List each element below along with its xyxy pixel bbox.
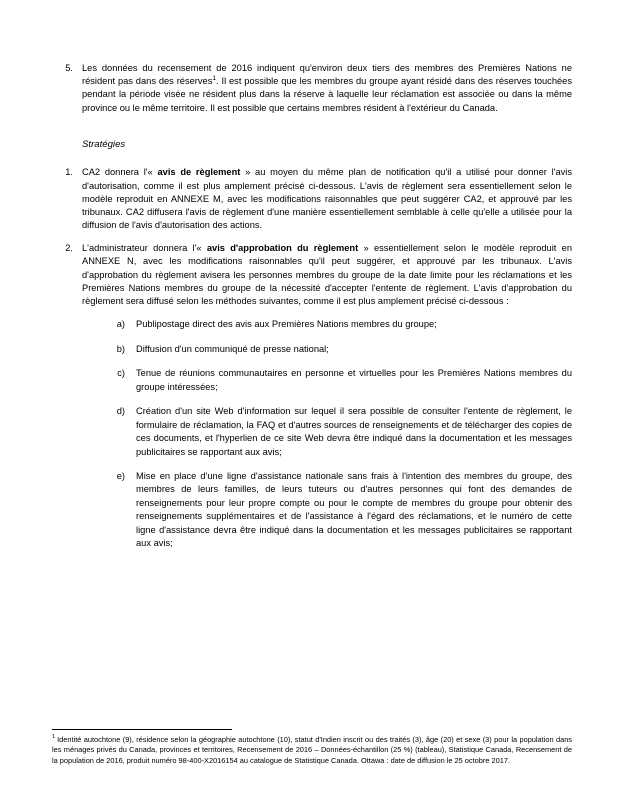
paragraph-text-part2: . Il est possible que les membres du groupe ayant résidé dans des réserves touchées pendant la période visée ne résident plus dans la réserve à laquelle leur réclamation est associée ou dans la même province ou le même territoire. Il est possible que certains membres résident à l'extérieur du Canada. xyxy=(82,76,572,113)
paragraph-text: L'administrateur donnera l'« xyxy=(82,243,207,254)
list-item-text: Tenue de réunions communautaires en personne et virtuelles pour les Premières Nations membres du groupe intéressées; xyxy=(136,368,572,392)
list-item xyxy=(52,405,572,459)
list-item xyxy=(52,470,572,551)
list-marker: e) xyxy=(116,470,125,481)
emphasis-text: avis de règlement xyxy=(157,167,241,178)
strategy-item-2 xyxy=(52,242,572,308)
list-item-text: Publipostage direct des avis aux Premières Nations membres du groupe; xyxy=(136,319,437,330)
list-marker: 1. xyxy=(65,167,73,178)
list-marker: d) xyxy=(116,406,125,417)
list-marker: 5. xyxy=(65,63,73,73)
list-item-text: Diffusion d'un communiqué de presse national; xyxy=(136,343,329,354)
numbered-item-5 xyxy=(52,62,572,115)
paragraph-text-part1: Les données du recensement de 2016 indiquent qu'environ deux tiers des membres des Premières Nations ne résident pas dans des réserves xyxy=(82,63,572,87)
paragraph-text: » au moyen du même plan de notification qu'il a utilisé pour donner l'avis d'autorisation, comme il est plus amplement précisé ci-dessous. L'avis de règlement sera essentiellement selon le modèle reproduit en ANNEXE M, avec les modifications raisonnables que peut suggérer CA2, et approuvé par les tribunaux. CA2 diffusera l'avis de règlement d'une manière essentiellement semblable à celle qu'elle a utilisée pour la diffusion de l'avis d'autorisation des actions. xyxy=(82,167,572,231)
section-heading-strategies: Stratégies xyxy=(82,138,126,150)
strategy-item-1 xyxy=(52,166,572,232)
footnote-separator xyxy=(52,729,232,730)
list-marker: a) xyxy=(116,319,125,330)
list-marker: b) xyxy=(116,343,125,354)
sub-item-list xyxy=(52,318,572,551)
footnote-text xyxy=(52,735,572,766)
list-item xyxy=(52,367,572,394)
paragraph-text: CA2 donnera l'« xyxy=(82,167,158,178)
section-heading-row xyxy=(52,125,572,163)
list-marker: 2. xyxy=(65,243,73,254)
list-item-text: Mise en place d'une ligne d'assistance nationale sans frais à l'intention des membres du groupe, des membres de leurs familles, de leurs tuteurs ou d'autres personnes qui font des demandes de renseignements pour leur propre compte ou pour le compte de membres du groupe pour obtenir des renseignements supplémentaires et de l'assistance à l'égard des réclamations, et le numéro de cette ligne d'assistance devra être indiqué dans la documentation et les messages publicitaires se rapportant aux avis; xyxy=(136,470,572,549)
list-item-text: Création d'un site Web d'information sur lequel il sera possible de consulter l'entente de règlement, le formulaire de réclamation, la FAQ et d'autres sources de renseignements et de télécharger des copies de ces documents, et l'hyperlien de ce site Web devra être indiqué dans la documentation et les messages publicitaires se rapportant aux avis; xyxy=(136,406,572,457)
footnote-reference: 1 xyxy=(212,75,217,83)
footnote-area xyxy=(52,729,572,766)
paragraph-text: » essentiellement selon le modèle reproduit en ANNEXE N, avec les modifications raisonnables qu'il peut suggérer, et approuvé par les tribunaux. L'avis d'approbation du règlement avisera les personnes membres du groupe de la date limite pour les réclamations et les Premières Nations membres du groupe de la nécessité d'accepter l'entente de règlement. L'avis d'approbation du règlement sera diffusé selon les méthodes suivantes, comme il est plus amplement précisé ci-dessous : xyxy=(82,243,572,307)
numbered-item-5-text xyxy=(82,62,572,115)
strategy-item-2-text xyxy=(82,242,572,308)
emphasis-text: avis d'approbation du règlement xyxy=(206,243,359,254)
strategy-item-1-text xyxy=(82,166,572,232)
list-item xyxy=(52,318,572,331)
footnote-mark: 1 xyxy=(52,734,56,741)
list-item xyxy=(52,343,572,356)
footnote-body: Identité autochtone (9), résidence selon la géographie autochtone (10), statut d'Indien inscrit ou des traités (3), âge (20) et sexe (3) pour la population dans les ménages privés du Canada, provinces et territoires, Recensement de 2016 – Données-échantillon (25 %) (tableau), Statistique Canada, Recensement de la population de 2016, produit numéro 98-400-X2016154 au catalogue de Statistique Canada. Ottawa : date de diffusion le 25 octobre 2017. xyxy=(52,734,572,765)
list-marker: c) xyxy=(117,368,125,379)
